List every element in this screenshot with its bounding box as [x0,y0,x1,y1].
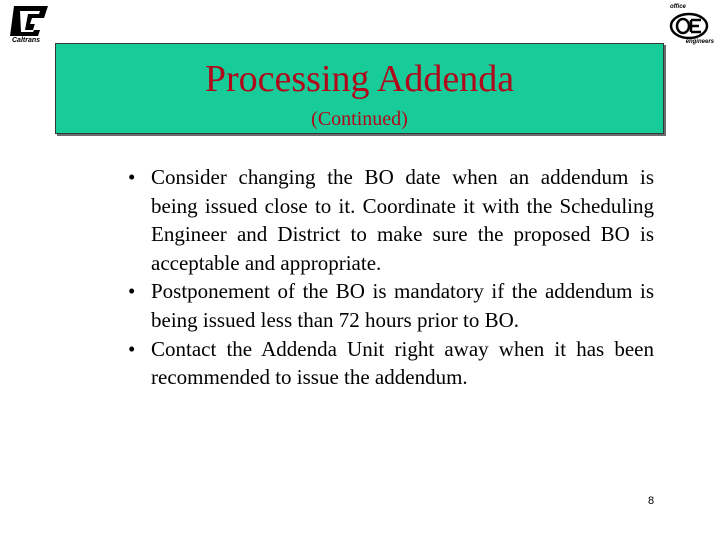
bullet-icon: • [128,165,136,189]
bullet-item [128,163,654,277]
oe-emblem-icon [669,12,709,40]
bullet-text: Postponement of the BO is mandatory if the addendum is being issued less than 72 hours prior to BO. [151,279,654,332]
title-banner [55,43,664,134]
bullet-item [128,335,654,392]
slide-title: Processing Addenda [204,58,515,100]
office-engineers-logo-top: office [670,4,686,10]
office-engineers-logo [666,4,714,48]
bullet-text: Contact the Addenda Unit right away when it has been recommended to issue the addendum. [151,336,654,390]
caltrans-emblem-icon [8,4,52,38]
bullet-list [128,163,654,392]
page-number: 8 [648,495,655,507]
bullet-item [128,277,654,334]
slide-subtitle: (Continued) [311,108,408,130]
caltrans-logo [8,4,52,48]
office-engineers-logo-bottom: engineers [685,39,714,45]
bullet-icon: • [128,279,136,304]
caltrans-logo-caption: Caltrans [12,37,41,44]
bullet-icon: • [128,336,136,361]
bullet-text: Consider changing the BO date when an addendum is being issued close to it. Coordinate it with the Scheduling Engineer and District to make sure the proposed BO is acceptable and appropriate. [151,165,654,275]
